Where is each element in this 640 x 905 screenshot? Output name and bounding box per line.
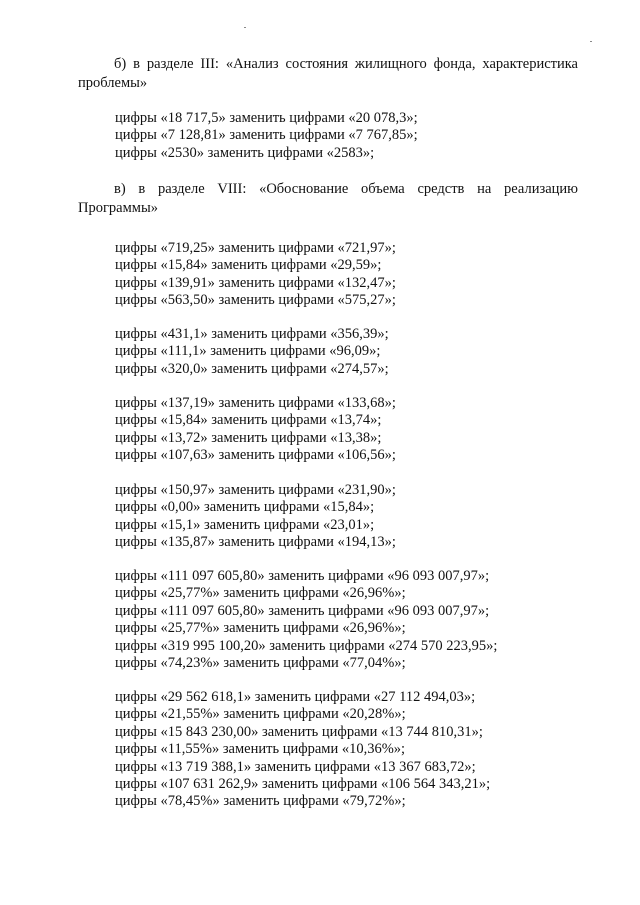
replacement-line: цифры «11,55%» заменить цифрами «10,36%»; xyxy=(115,741,406,758)
scan-mark xyxy=(590,41,592,42)
replacement-line: цифры «0,00» заменить цифрами «15,84»; xyxy=(115,499,375,516)
replacement-line: цифры «18 717,5» заменить цифрами «20 078,3»; xyxy=(115,110,418,126)
replacement-line: цифры «13 719 388,1» заменить цифрами «13 367 683,72»; xyxy=(115,758,476,775)
section-v-group-3 xyxy=(115,395,396,465)
replacement-line: цифры «74,23%» заменить цифрами «77,04%»; xyxy=(115,655,406,672)
section-b-heading: б) в разделе III: «Анализ состояния жилищного фонда, характеристика проблемы» xyxy=(78,56,578,91)
replacement-line: цифры «25,77%» заменить цифрами «26,96%»; xyxy=(115,620,406,637)
replacement-line: цифры «13,72» заменить цифрами «13,38»; xyxy=(115,429,382,446)
section-v-group-6 xyxy=(115,689,490,811)
replacement-line: цифры «78,45%» заменить цифрами «79,72%»; xyxy=(115,793,406,810)
section-v-group-4 xyxy=(115,482,396,552)
replacement-line: цифры «111 097 605,80» заменить цифрами «96 093 007,97»; xyxy=(115,602,490,619)
replacement-line: цифры «7 128,81» заменить цифрами «7 767,85»; xyxy=(115,127,418,144)
replacement-line: цифры «719,25» заменить цифрами «721,97»; xyxy=(115,240,396,256)
replacement-line: цифры «320,0» заменить цифрами «274,57»; xyxy=(115,360,389,377)
replacement-line: цифры «29 562 618,1» заменить цифрами «27 112 494,03»; xyxy=(115,689,476,705)
replacement-line: цифры «15,84» заменить цифрами «29,59»; xyxy=(115,257,382,274)
replacement-line: цифры «15 843 230,00» заменить цифрами «13 744 810,31»; xyxy=(115,723,483,740)
replacement-line: цифры «111 097 605,80» заменить цифрами «96 093 007,97»; xyxy=(115,568,490,584)
replacement-line: цифры «139,91» заменить цифрами «132,47»; xyxy=(115,274,396,291)
replacement-line: цифры «150,97» заменить цифрами «231,90»; xyxy=(115,482,396,498)
replacement-line: цифры «25,77%» заменить цифрами «26,96%»; xyxy=(115,585,406,602)
replacement-line: цифры «21,55%» заменить цифрами «20,28%»; xyxy=(115,706,406,723)
section-v-group-2 xyxy=(115,326,389,378)
section-v-heading: в) в разделе VIII: «Обоснование объема средств на реализацию Программы» xyxy=(78,181,578,216)
replacement-line: цифры «2530» заменить цифрами «2583»; xyxy=(115,144,375,161)
replacement-line: цифры «107 631 262,9» заменить цифрами «106 564 343,21»; xyxy=(115,776,491,793)
replacement-line: цифры «15,1» заменить цифрами «23,01»; xyxy=(115,516,375,533)
replacement-line: цифры «319 995 100,20» заменить цифрами «274 570 223,95»; xyxy=(115,637,498,654)
replacement-line: цифры «111,1» заменить цифрами «96,09»; xyxy=(115,343,381,360)
scan-mark xyxy=(244,27,246,28)
section-v-group-5 xyxy=(115,568,497,672)
replacement-line: цифры «15,84» заменить цифрами «13,74»; xyxy=(115,412,382,429)
replacement-line: цифры «135,87» заменить цифрами «194,13»; xyxy=(115,534,396,551)
replacement-line: цифры «137,19» заменить цифрами «133,68»; xyxy=(115,395,396,411)
section-b-lines xyxy=(115,110,418,162)
replacement-line: цифры «107,63» заменить цифрами «106,56»; xyxy=(115,447,396,464)
replacement-line: цифры «431,1» заменить цифрами «356,39»; xyxy=(115,326,389,342)
section-v-group-1 xyxy=(115,240,396,310)
replacement-line: цифры «563,50» заменить цифрами «575,27»; xyxy=(115,292,396,309)
